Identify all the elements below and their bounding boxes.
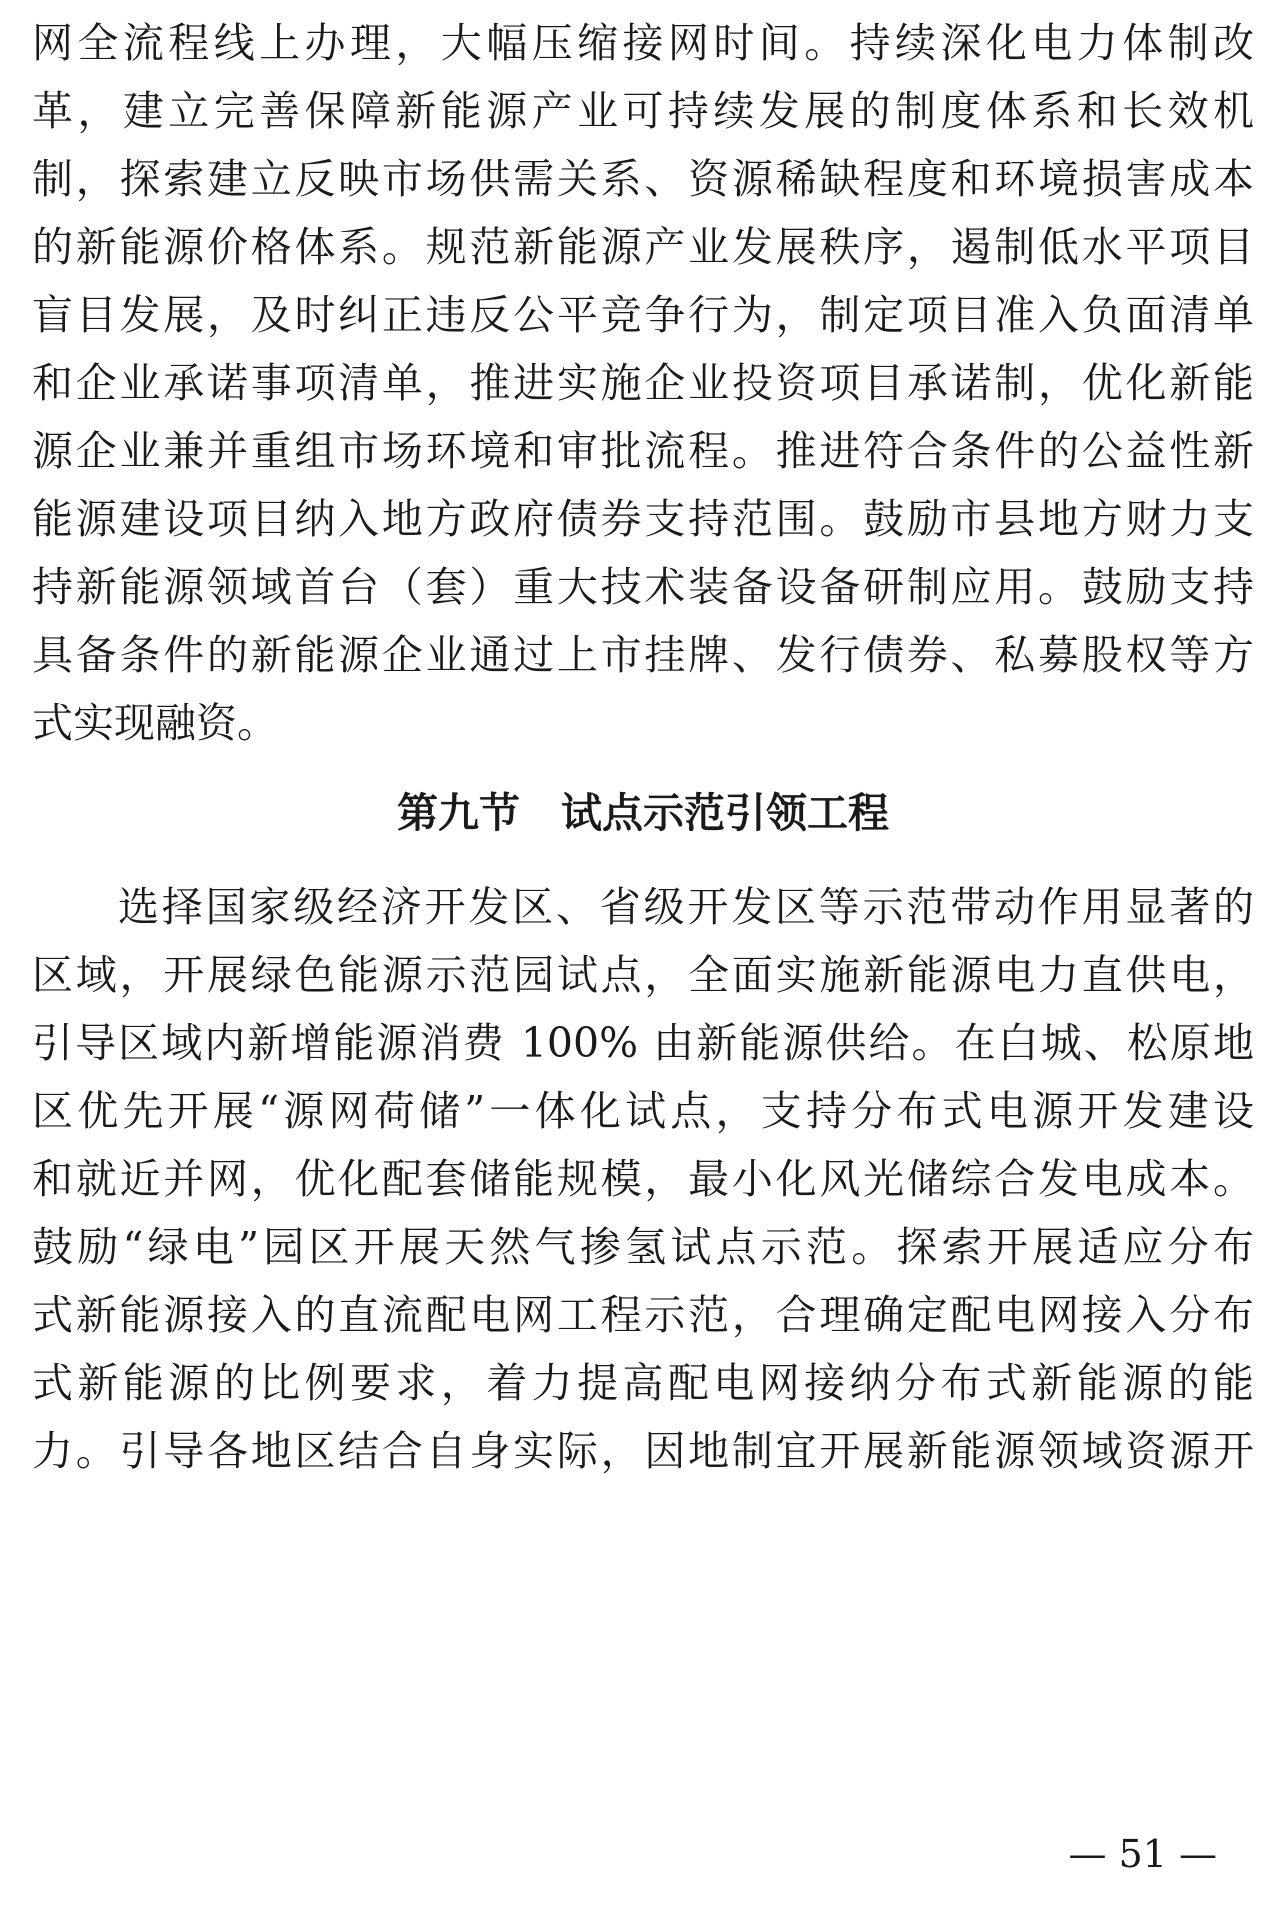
text-line: 区域，开展绿色能源示范园试点，全面实施新能源电力直供电， [32,951,1254,999]
text-line: 和企业承诺事项清单，推进实施企业投资项目承诺制，优化新能 [32,359,1254,407]
text-line: 盲目发展，及时纠正违反公平竞争行为，制定项目准入负面清单 [32,291,1254,339]
text-line: 式新能源接入的直流配电网工程示范，合理确定配电网接入分布 [32,1291,1254,1339]
text-line: 式实现融资。 [32,699,278,747]
text-line: 力。引导各地区结合自身实际，因地制宜开展新能源领域资源开 [32,1427,1254,1475]
text-line: 的新能源价格体系。规范新能源产业发展秩序，遏制低水平项目 [32,223,1254,271]
text-line: 网全流程线上办理，大幅压缩接网时间。持续深化电力体制改 [32,19,1254,67]
text-line: 能源建设项目纳入地方政府债券支持范围。鼓励市县地方财力支 [32,495,1254,543]
text-line: 制，探索建立反映市场供需关系、资源稀缺程度和环境损害成本 [32,155,1254,203]
text-line: 鼓励“绿电”园区开展天然气掺氢试点示范。探索开展适应分布 [32,1223,1254,1271]
section-heading: 第九节 试点示范引领工程 [397,789,889,837]
text-line: 引导区域内新增能源消费 100% 由新能源供给。在白城、松原地 [32,1019,1254,1067]
text-line: 具备条件的新能源企业通过上市挂牌、发行债券、私募股权等方 [32,631,1254,679]
text-line: 式新能源的比例要求，着力提高配电网接纳分布式新能源的能 [32,1359,1254,1407]
page-number: — 51 — [1068,1832,1217,1876]
text-line: 革，建立完善保障新能源产业可持续发展的制度体系和长效机 [32,87,1254,135]
text-line: 和就近并网，优化配套储能规模，最小化风光储综合发电成本。 [32,1155,1254,1203]
text-line: 区优先开展“源网荷储”一体化试点，支持分布式电源开发建设 [32,1087,1254,1135]
text-line: 持新能源领域首台（套）重大技术装备设备研制应用。鼓励支持 [32,563,1254,611]
text-line: 源企业兼并重组市场环境和审批流程。推进符合条件的公益性新 [32,427,1254,475]
text-line: 选择国家级经济开发区、省级开发区等示范带动作用显著的 [118,883,1254,931]
